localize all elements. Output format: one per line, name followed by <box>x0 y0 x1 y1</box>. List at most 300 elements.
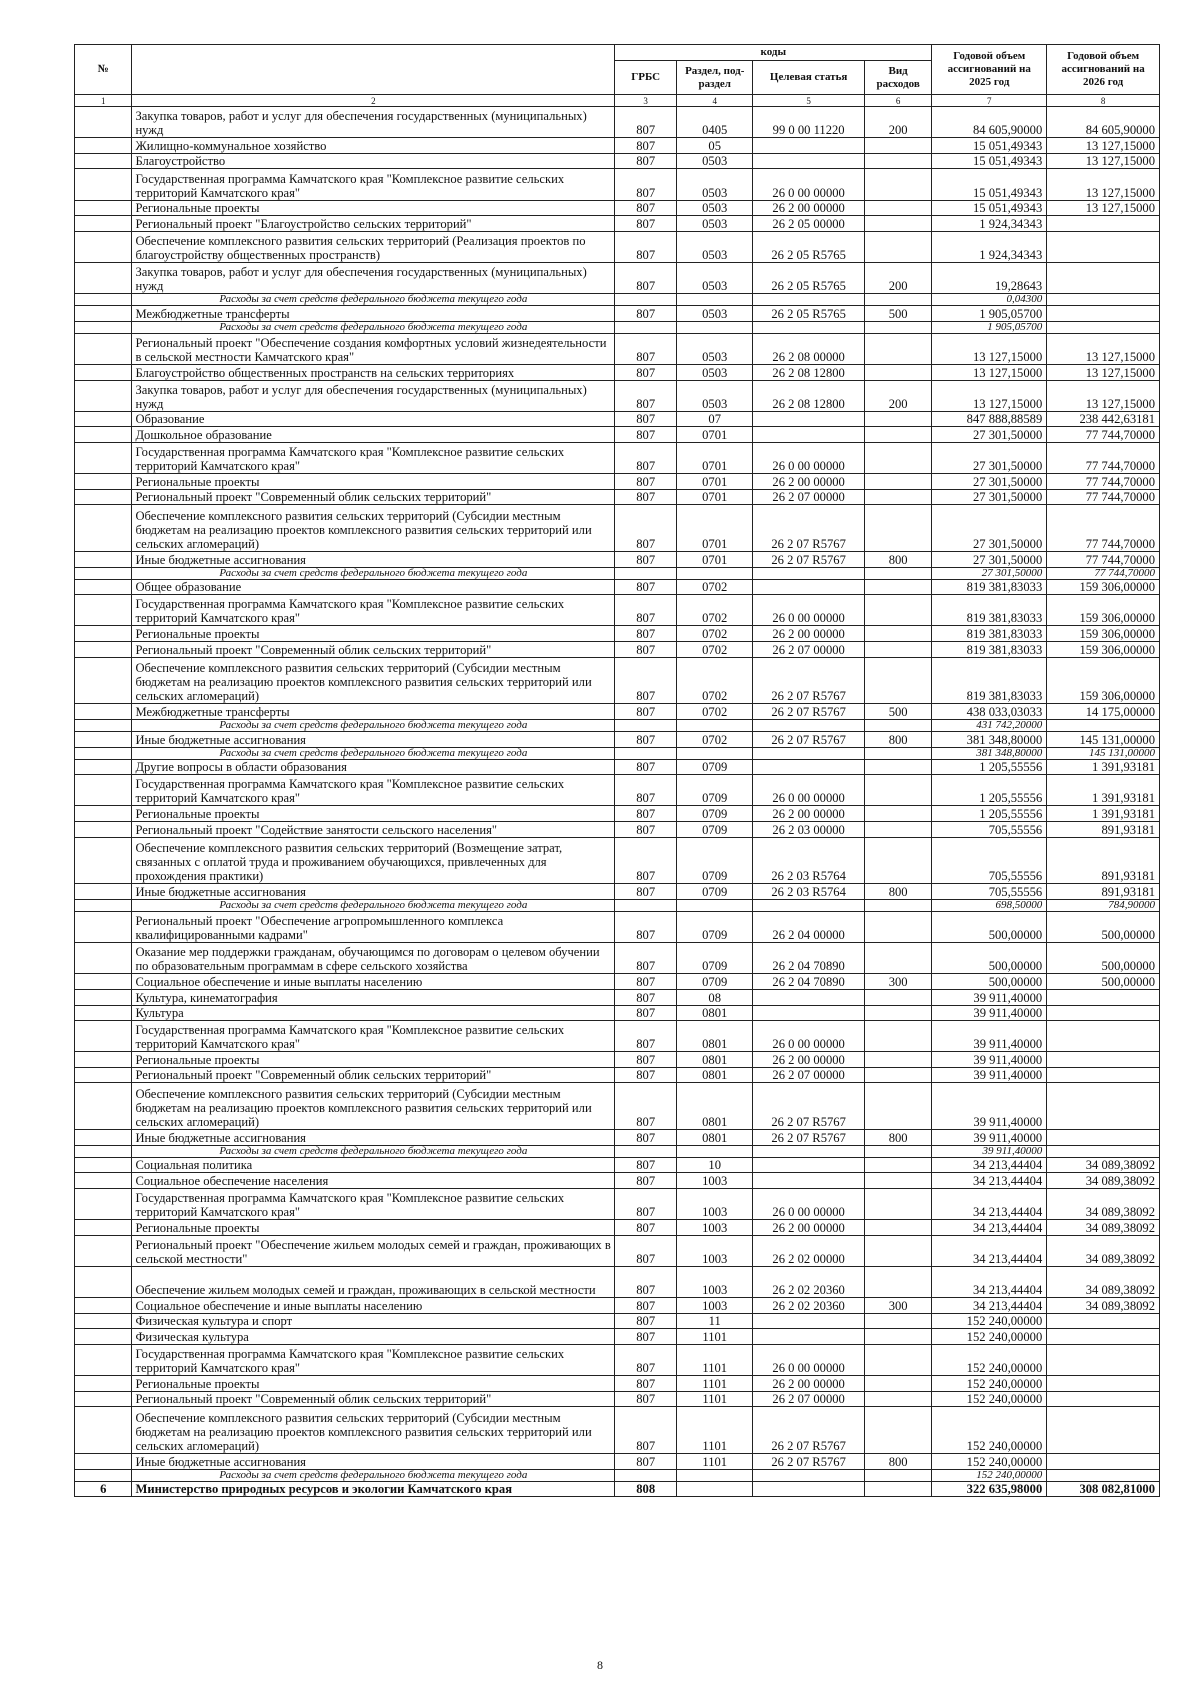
row-razdel: 0701 <box>677 489 753 505</box>
row-vid <box>864 1021 931 1052</box>
row-name: Региональный проект "Обеспечение создания комфортных условий жизнедеятельности в сельской местности Камчатского края" <box>132 333 615 364</box>
row-celevaya: 26 2 08 12800 <box>753 364 865 380</box>
row-grbs: 807 <box>615 1130 677 1146</box>
row-name: Региональные проекты <box>132 806 615 822</box>
row-name: Благоустройство общественных пространств на сельских территориях <box>132 364 615 380</box>
row-amount-2026: 500,00000 <box>1047 911 1160 942</box>
row-grbs: 807 <box>615 380 677 411</box>
table-row <box>75 974 1160 990</box>
row-grbs: 807 <box>615 732 677 748</box>
row-celevaya: 26 2 03 00000 <box>753 821 865 837</box>
row-vid: 800 <box>864 1454 931 1470</box>
row-number <box>75 1345 132 1376</box>
row-name: Физическая культура <box>132 1329 615 1345</box>
row-number: 6 <box>75 1481 132 1497</box>
row-celevaya <box>753 1481 865 1497</box>
row-amount-2025: 39 911,40000 <box>932 1067 1047 1083</box>
table-row <box>75 657 1160 704</box>
table-row <box>75 1376 1160 1392</box>
row-name: Региональный проект "Современный облик сельских территорий" <box>132 489 615 505</box>
row-amount-2026: 159 306,00000 <box>1047 626 1160 642</box>
row-name: Обеспечение комплексного развития сельских территорий (Субсидии местным бюджетам на реализацию проектов комплексного развития сельских территорий или сельских агломераций) <box>132 1407 615 1454</box>
row-amount-2026 <box>1047 1052 1160 1068</box>
row-name: Региональный проект "Обеспечение жильем молодых семей и граждан, проживающих в сельской местности" <box>132 1235 615 1266</box>
row-vid: 300 <box>864 974 931 990</box>
row-name: Расходы за счет средств федерального бюджета текущего года <box>132 747 615 759</box>
row-razdel: 0709 <box>677 974 753 990</box>
row-amount-2025: 15 051,49343 <box>932 200 1047 216</box>
row-celevaya: 26 2 02 20360 <box>753 1298 865 1314</box>
row-grbs: 807 <box>615 1235 677 1266</box>
row-grbs: 807 <box>615 1173 677 1189</box>
row-razdel: 0702 <box>677 642 753 658</box>
row-amount-2025: 13 127,15000 <box>932 364 1047 380</box>
row-razdel: 08 <box>677 989 753 1005</box>
row-amount-2026: 500,00000 <box>1047 943 1160 974</box>
row-grbs <box>615 294 677 306</box>
row-amount-2026: 13 127,15000 <box>1047 153 1160 169</box>
row-number <box>75 821 132 837</box>
row-vid: 500 <box>864 306 931 322</box>
row-amount-2025: 819 381,83033 <box>932 657 1047 704</box>
row-razdel: 1101 <box>677 1407 753 1454</box>
row-razdel: 0701 <box>677 474 753 490</box>
row-grbs: 807 <box>615 216 677 232</box>
row-name: Региональный проект "Современный облик сельских территорий" <box>132 1067 615 1083</box>
row-number <box>75 1157 132 1173</box>
row-vid <box>864 200 931 216</box>
row-amount-2025: 39 911,40000 <box>932 1021 1047 1052</box>
row-number <box>75 626 132 642</box>
row-name: Региональный проект "Обеспечение агропромышленного комплекса квалифицированными кадрами" <box>132 911 615 942</box>
row-razdel: 1003 <box>677 1189 753 1220</box>
table-row <box>75 364 1160 380</box>
table-header <box>75 45 1160 107</box>
row-razdel: 0709 <box>677 884 753 900</box>
row-grbs: 807 <box>615 262 677 293</box>
row-celevaya: 26 2 07 R5767 <box>753 505 865 552</box>
row-amount-2026: 77 744,70000 <box>1047 427 1160 443</box>
row-number <box>75 200 132 216</box>
row-vid <box>864 1220 931 1236</box>
row-number <box>75 442 132 473</box>
row-grbs: 807 <box>615 411 677 427</box>
row-number <box>75 294 132 306</box>
row-razdel: 0503 <box>677 153 753 169</box>
row-amount-2026: 34 089,38092 <box>1047 1298 1160 1314</box>
row-amount-2025: 705,55556 <box>932 884 1047 900</box>
row-number <box>75 262 132 293</box>
row-name: Государственная программа Камчатского края "Комплексное развитие сельских территорий Камчатского края" <box>132 169 615 200</box>
row-grbs <box>615 321 677 333</box>
row-vid <box>864 216 931 232</box>
row-celevaya: 26 2 08 00000 <box>753 333 865 364</box>
row-vid <box>864 567 931 579</box>
row-vid <box>864 806 931 822</box>
row-number <box>75 775 132 806</box>
table-row <box>75 505 1160 552</box>
row-grbs: 807 <box>615 595 677 626</box>
row-razdel <box>677 321 753 333</box>
row-razdel: 1101 <box>677 1376 753 1392</box>
row-amount-2025: 19,28643 <box>932 262 1047 293</box>
page-number: 8 <box>597 1658 603 1672</box>
row-name: Дошкольное образование <box>132 427 615 443</box>
row-razdel: 1101 <box>677 1454 753 1470</box>
row-razdel: 0801 <box>677 1083 753 1130</box>
row-amount-2025: 27 301,50000 <box>932 474 1047 490</box>
row-amount-2025: 705,55556 <box>932 821 1047 837</box>
row-grbs: 807 <box>615 1021 677 1052</box>
row-vid <box>864 775 931 806</box>
row-name: Региональный проект "Современный облик сельских территорий" <box>132 1391 615 1407</box>
header-grbs: ГРБС <box>615 61 677 95</box>
row-celevaya: 26 2 05 R5765 <box>753 231 865 262</box>
row-number <box>75 552 132 568</box>
header-2025: Годовой объем ассигнований на 2025 год <box>932 45 1047 95</box>
row-grbs: 807 <box>615 1454 677 1470</box>
row-razdel: 0503 <box>677 216 753 232</box>
budget-table <box>74 44 1160 1497</box>
row-celevaya <box>753 720 865 732</box>
row-number <box>75 216 132 232</box>
row-number <box>75 474 132 490</box>
table-row <box>75 474 1160 490</box>
table-row <box>75 775 1160 806</box>
row-amount-2026: 159 306,00000 <box>1047 642 1160 658</box>
row-grbs: 807 <box>615 1345 677 1376</box>
row-number <box>75 1052 132 1068</box>
row-razdel: 10 <box>677 1157 753 1173</box>
colnum: 3 <box>615 95 677 107</box>
row-amount-2026: 159 306,00000 <box>1047 595 1160 626</box>
table-row <box>75 1173 1160 1189</box>
row-vid <box>864 1157 931 1173</box>
row-vid <box>864 1067 931 1083</box>
row-vid <box>864 169 931 200</box>
row-amount-2025: 15 051,49343 <box>932 138 1047 154</box>
row-razdel: 07 <box>677 411 753 427</box>
row-celevaya: 26 2 05 R5765 <box>753 306 865 322</box>
row-grbs: 807 <box>615 1067 677 1083</box>
table-row <box>75 759 1160 775</box>
row-razdel: 0702 <box>677 732 753 748</box>
row-razdel: 11 <box>677 1313 753 1329</box>
row-amount-2026: 77 744,70000 <box>1047 505 1160 552</box>
row-number <box>75 1376 132 1392</box>
row-amount-2025: 27 301,50000 <box>932 552 1047 568</box>
row-amount-2025: 27 301,50000 <box>932 505 1047 552</box>
row-celevaya: 26 2 07 R5767 <box>753 1130 865 1146</box>
row-celevaya: 26 2 02 00000 <box>753 1235 865 1266</box>
row-vid <box>864 899 931 911</box>
row-name: Обеспечение комплексного развития сельских территорий (Реализация проектов по благоустройству общественных пространств) <box>132 231 615 262</box>
row-razdel: 0801 <box>677 1067 753 1083</box>
row-number <box>75 169 132 200</box>
row-vid <box>864 837 931 884</box>
row-amount-2026: 34 089,38092 <box>1047 1189 1160 1220</box>
row-number <box>75 1469 132 1481</box>
row-vid <box>864 720 931 732</box>
table-row <box>75 427 1160 443</box>
row-amount-2025: 819 381,83033 <box>932 579 1047 595</box>
row-grbs <box>615 567 677 579</box>
row-amount-2026: 77 744,70000 <box>1047 489 1160 505</box>
row-amount-2025: 152 240,00000 <box>932 1376 1047 1392</box>
row-name: Иные бюджетные ассигнования <box>132 552 615 568</box>
row-amount-2025: 1 205,55556 <box>932 775 1047 806</box>
table-row <box>75 153 1160 169</box>
row-name: Расходы за счет средств федерального бюджета текущего года <box>132 1469 615 1481</box>
table-row <box>75 489 1160 505</box>
row-celevaya: 26 2 07 R5767 <box>753 732 865 748</box>
row-grbs: 807 <box>615 704 677 720</box>
row-vid <box>864 1005 931 1021</box>
row-amount-2026 <box>1047 1067 1160 1083</box>
row-amount-2025: 152 240,00000 <box>932 1345 1047 1376</box>
row-number <box>75 427 132 443</box>
row-razdel: 1101 <box>677 1391 753 1407</box>
row-amount-2026: 500,00000 <box>1047 974 1160 990</box>
row-grbs: 807 <box>615 107 677 138</box>
row-vid <box>864 294 931 306</box>
row-razdel <box>677 747 753 759</box>
row-name: Региональные проекты <box>132 626 615 642</box>
row-razdel: 1003 <box>677 1173 753 1189</box>
row-celevaya <box>753 1329 865 1345</box>
row-amount-2025: 152 240,00000 <box>932 1313 1047 1329</box>
row-celevaya: 26 2 05 R5765 <box>753 262 865 293</box>
row-celevaya: 26 0 00 00000 <box>753 1189 865 1220</box>
row-grbs: 807 <box>615 474 677 490</box>
row-celevaya: 26 2 05 00000 <box>753 216 865 232</box>
row-celevaya: 26 0 00 00000 <box>753 595 865 626</box>
row-name: Расходы за счет средств федерального бюджета текущего года <box>132 720 615 732</box>
row-number <box>75 153 132 169</box>
row-amount-2025: 322 635,98000 <box>932 1481 1047 1497</box>
colnum: 7 <box>932 95 1047 107</box>
table-row <box>75 306 1160 322</box>
row-vid <box>864 442 931 473</box>
row-amount-2026: 13 127,15000 <box>1047 380 1160 411</box>
table-row <box>75 1298 1160 1314</box>
row-celevaya <box>753 294 865 306</box>
row-celevaya: 26 2 07 00000 <box>753 1067 865 1083</box>
row-razdel: 0503 <box>677 169 753 200</box>
row-name: Культура <box>132 1005 615 1021</box>
row-vid: 800 <box>864 552 931 568</box>
row-vid: 500 <box>864 704 931 720</box>
row-celevaya: 26 2 00 00000 <box>753 626 865 642</box>
row-celevaya: 26 2 03 R5764 <box>753 884 865 900</box>
row-grbs: 807 <box>615 552 677 568</box>
row-amount-2025: 39 911,40000 <box>932 1005 1047 1021</box>
row-number <box>75 1391 132 1407</box>
row-grbs: 807 <box>615 1052 677 1068</box>
row-razdel: 0709 <box>677 821 753 837</box>
row-grbs: 807 <box>615 1407 677 1454</box>
table-row <box>75 1145 1160 1157</box>
row-amount-2026: 308 082,81000 <box>1047 1481 1160 1497</box>
table-row <box>75 1083 1160 1130</box>
row-amount-2025: 27 301,50000 <box>932 489 1047 505</box>
row-amount-2026 <box>1047 1376 1160 1392</box>
row-razdel: 0701 <box>677 552 753 568</box>
row-amount-2025: 438 033,03033 <box>932 704 1047 720</box>
row-amount-2025: 152 240,00000 <box>932 1469 1047 1481</box>
row-amount-2026 <box>1047 1391 1160 1407</box>
table-row <box>75 1313 1160 1329</box>
row-amount-2026 <box>1047 262 1160 293</box>
row-celevaya: 26 2 00 00000 <box>753 1052 865 1068</box>
row-grbs: 807 <box>615 657 677 704</box>
row-name: Культура, кинематография <box>132 989 615 1005</box>
row-amount-2026 <box>1047 989 1160 1005</box>
row-name: Обеспечение комплексного развития сельских территорий (Субсидии местным бюджетам на реализацию проектов комплексного развития сельских территорий или сельских агломераций) <box>132 1083 615 1130</box>
row-number <box>75 231 132 262</box>
row-amount-2025: 500,00000 <box>932 974 1047 990</box>
row-amount-2025: 34 213,44404 <box>932 1189 1047 1220</box>
row-amount-2026: 13 127,15000 <box>1047 138 1160 154</box>
row-celevaya <box>753 1005 865 1021</box>
row-celevaya <box>753 1173 865 1189</box>
row-number <box>75 704 132 720</box>
row-grbs: 807 <box>615 427 677 443</box>
row-amount-2025: 27 301,50000 <box>932 567 1047 579</box>
row-grbs <box>615 899 677 911</box>
header-number: № <box>75 45 132 95</box>
row-name: Государственная программа Камчатского края "Комплексное развитие сельских территорий Камчатского края" <box>132 1345 615 1376</box>
row-vid: 800 <box>864 732 931 748</box>
row-amount-2026 <box>1047 1005 1160 1021</box>
row-celevaya: 26 2 07 R5767 <box>753 704 865 720</box>
row-grbs: 807 <box>615 153 677 169</box>
row-number <box>75 1083 132 1130</box>
table-row <box>75 107 1160 138</box>
row-amount-2025: 27 301,50000 <box>932 427 1047 443</box>
row-grbs: 807 <box>615 837 677 884</box>
row-amount-2026 <box>1047 216 1160 232</box>
row-amount-2026 <box>1047 306 1160 322</box>
row-razdel <box>677 720 753 732</box>
row-grbs: 807 <box>615 1220 677 1236</box>
row-amount-2025: 15 051,49343 <box>932 153 1047 169</box>
row-amount-2026 <box>1047 231 1160 262</box>
row-razdel: 1101 <box>677 1329 753 1345</box>
row-amount-2026 <box>1047 1454 1160 1470</box>
row-grbs: 807 <box>615 364 677 380</box>
row-amount-2026 <box>1047 1130 1160 1146</box>
row-vid <box>864 747 931 759</box>
row-vid <box>864 657 931 704</box>
row-amount-2025: 500,00000 <box>932 943 1047 974</box>
row-razdel: 0503 <box>677 306 753 322</box>
row-razdel: 0709 <box>677 775 753 806</box>
table-row <box>75 1267 1160 1298</box>
row-amount-2026: 34 089,38092 <box>1047 1173 1160 1189</box>
row-number <box>75 943 132 974</box>
row-razdel: 0405 <box>677 107 753 138</box>
row-amount-2026: 784,90000 <box>1047 899 1160 911</box>
row-vid <box>864 489 931 505</box>
row-number <box>75 911 132 942</box>
row-celevaya <box>753 989 865 1005</box>
table-row <box>75 911 1160 942</box>
table-row <box>75 1005 1160 1021</box>
row-number <box>75 1407 132 1454</box>
table-row <box>75 704 1160 720</box>
row-amount-2026 <box>1047 321 1160 333</box>
row-vid <box>864 626 931 642</box>
row-vid: 800 <box>864 884 931 900</box>
row-grbs: 807 <box>615 306 677 322</box>
row-number <box>75 1298 132 1314</box>
row-celevaya: 26 0 00 00000 <box>753 1021 865 1052</box>
row-name: Обеспечение комплексного развития сельских территорий (Субсидии местным бюджетам на реализацию проектов комплексного развития сельских территорий или сельских агломераций) <box>132 505 615 552</box>
row-grbs: 807 <box>615 775 677 806</box>
row-razdel: 0503 <box>677 262 753 293</box>
table-row <box>75 1021 1160 1052</box>
row-number <box>75 1145 132 1157</box>
row-grbs <box>615 747 677 759</box>
table-row <box>75 294 1160 306</box>
row-razdel: 0709 <box>677 911 753 942</box>
row-number <box>75 364 132 380</box>
row-amount-2025: 1 905,05700 <box>932 321 1047 333</box>
row-number <box>75 1329 132 1345</box>
row-name: Социальная политика <box>132 1157 615 1173</box>
row-amount-2026: 13 127,15000 <box>1047 169 1160 200</box>
row-number <box>75 1021 132 1052</box>
row-razdel: 05 <box>677 138 753 154</box>
row-grbs <box>615 720 677 732</box>
colnum: 6 <box>864 95 931 107</box>
row-amount-2025: 34 213,44404 <box>932 1157 1047 1173</box>
row-vid: 200 <box>864 380 931 411</box>
row-razdel: 0709 <box>677 837 753 884</box>
row-amount-2025: 152 240,00000 <box>932 1454 1047 1470</box>
row-amount-2026 <box>1047 1021 1160 1052</box>
row-grbs: 807 <box>615 1376 677 1392</box>
row-amount-2026: 159 306,00000 <box>1047 657 1160 704</box>
row-razdel: 0503 <box>677 380 753 411</box>
row-amount-2026: 34 089,38092 <box>1047 1267 1160 1298</box>
row-grbs: 807 <box>615 626 677 642</box>
row-grbs: 807 <box>615 759 677 775</box>
row-razdel: 0709 <box>677 943 753 974</box>
row-number <box>75 306 132 322</box>
row-grbs: 807 <box>615 1005 677 1021</box>
table-row <box>75 1329 1160 1345</box>
row-amount-2025: 39 911,40000 <box>932 1052 1047 1068</box>
row-grbs: 807 <box>615 579 677 595</box>
row-amount-2025: 39 911,40000 <box>932 1145 1047 1157</box>
row-razdel: 0702 <box>677 626 753 642</box>
header-2026: Годовой объем ассигнований на 2026 год <box>1047 45 1160 95</box>
table-row <box>75 821 1160 837</box>
row-razdel: 0701 <box>677 442 753 473</box>
row-number <box>75 595 132 626</box>
row-amount-2025: 34 213,44404 <box>932 1220 1047 1236</box>
row-grbs: 807 <box>615 138 677 154</box>
row-amount-2025: 1 205,55556 <box>932 759 1047 775</box>
row-celevaya <box>753 567 865 579</box>
row-amount-2025: 152 240,00000 <box>932 1329 1047 1345</box>
row-name: Иные бюджетные ассигнования <box>132 732 615 748</box>
row-amount-2025: 819 381,83033 <box>932 595 1047 626</box>
row-name: Социальное обеспечение и иные выплаты населению <box>132 1298 615 1314</box>
row-vid <box>864 911 931 942</box>
